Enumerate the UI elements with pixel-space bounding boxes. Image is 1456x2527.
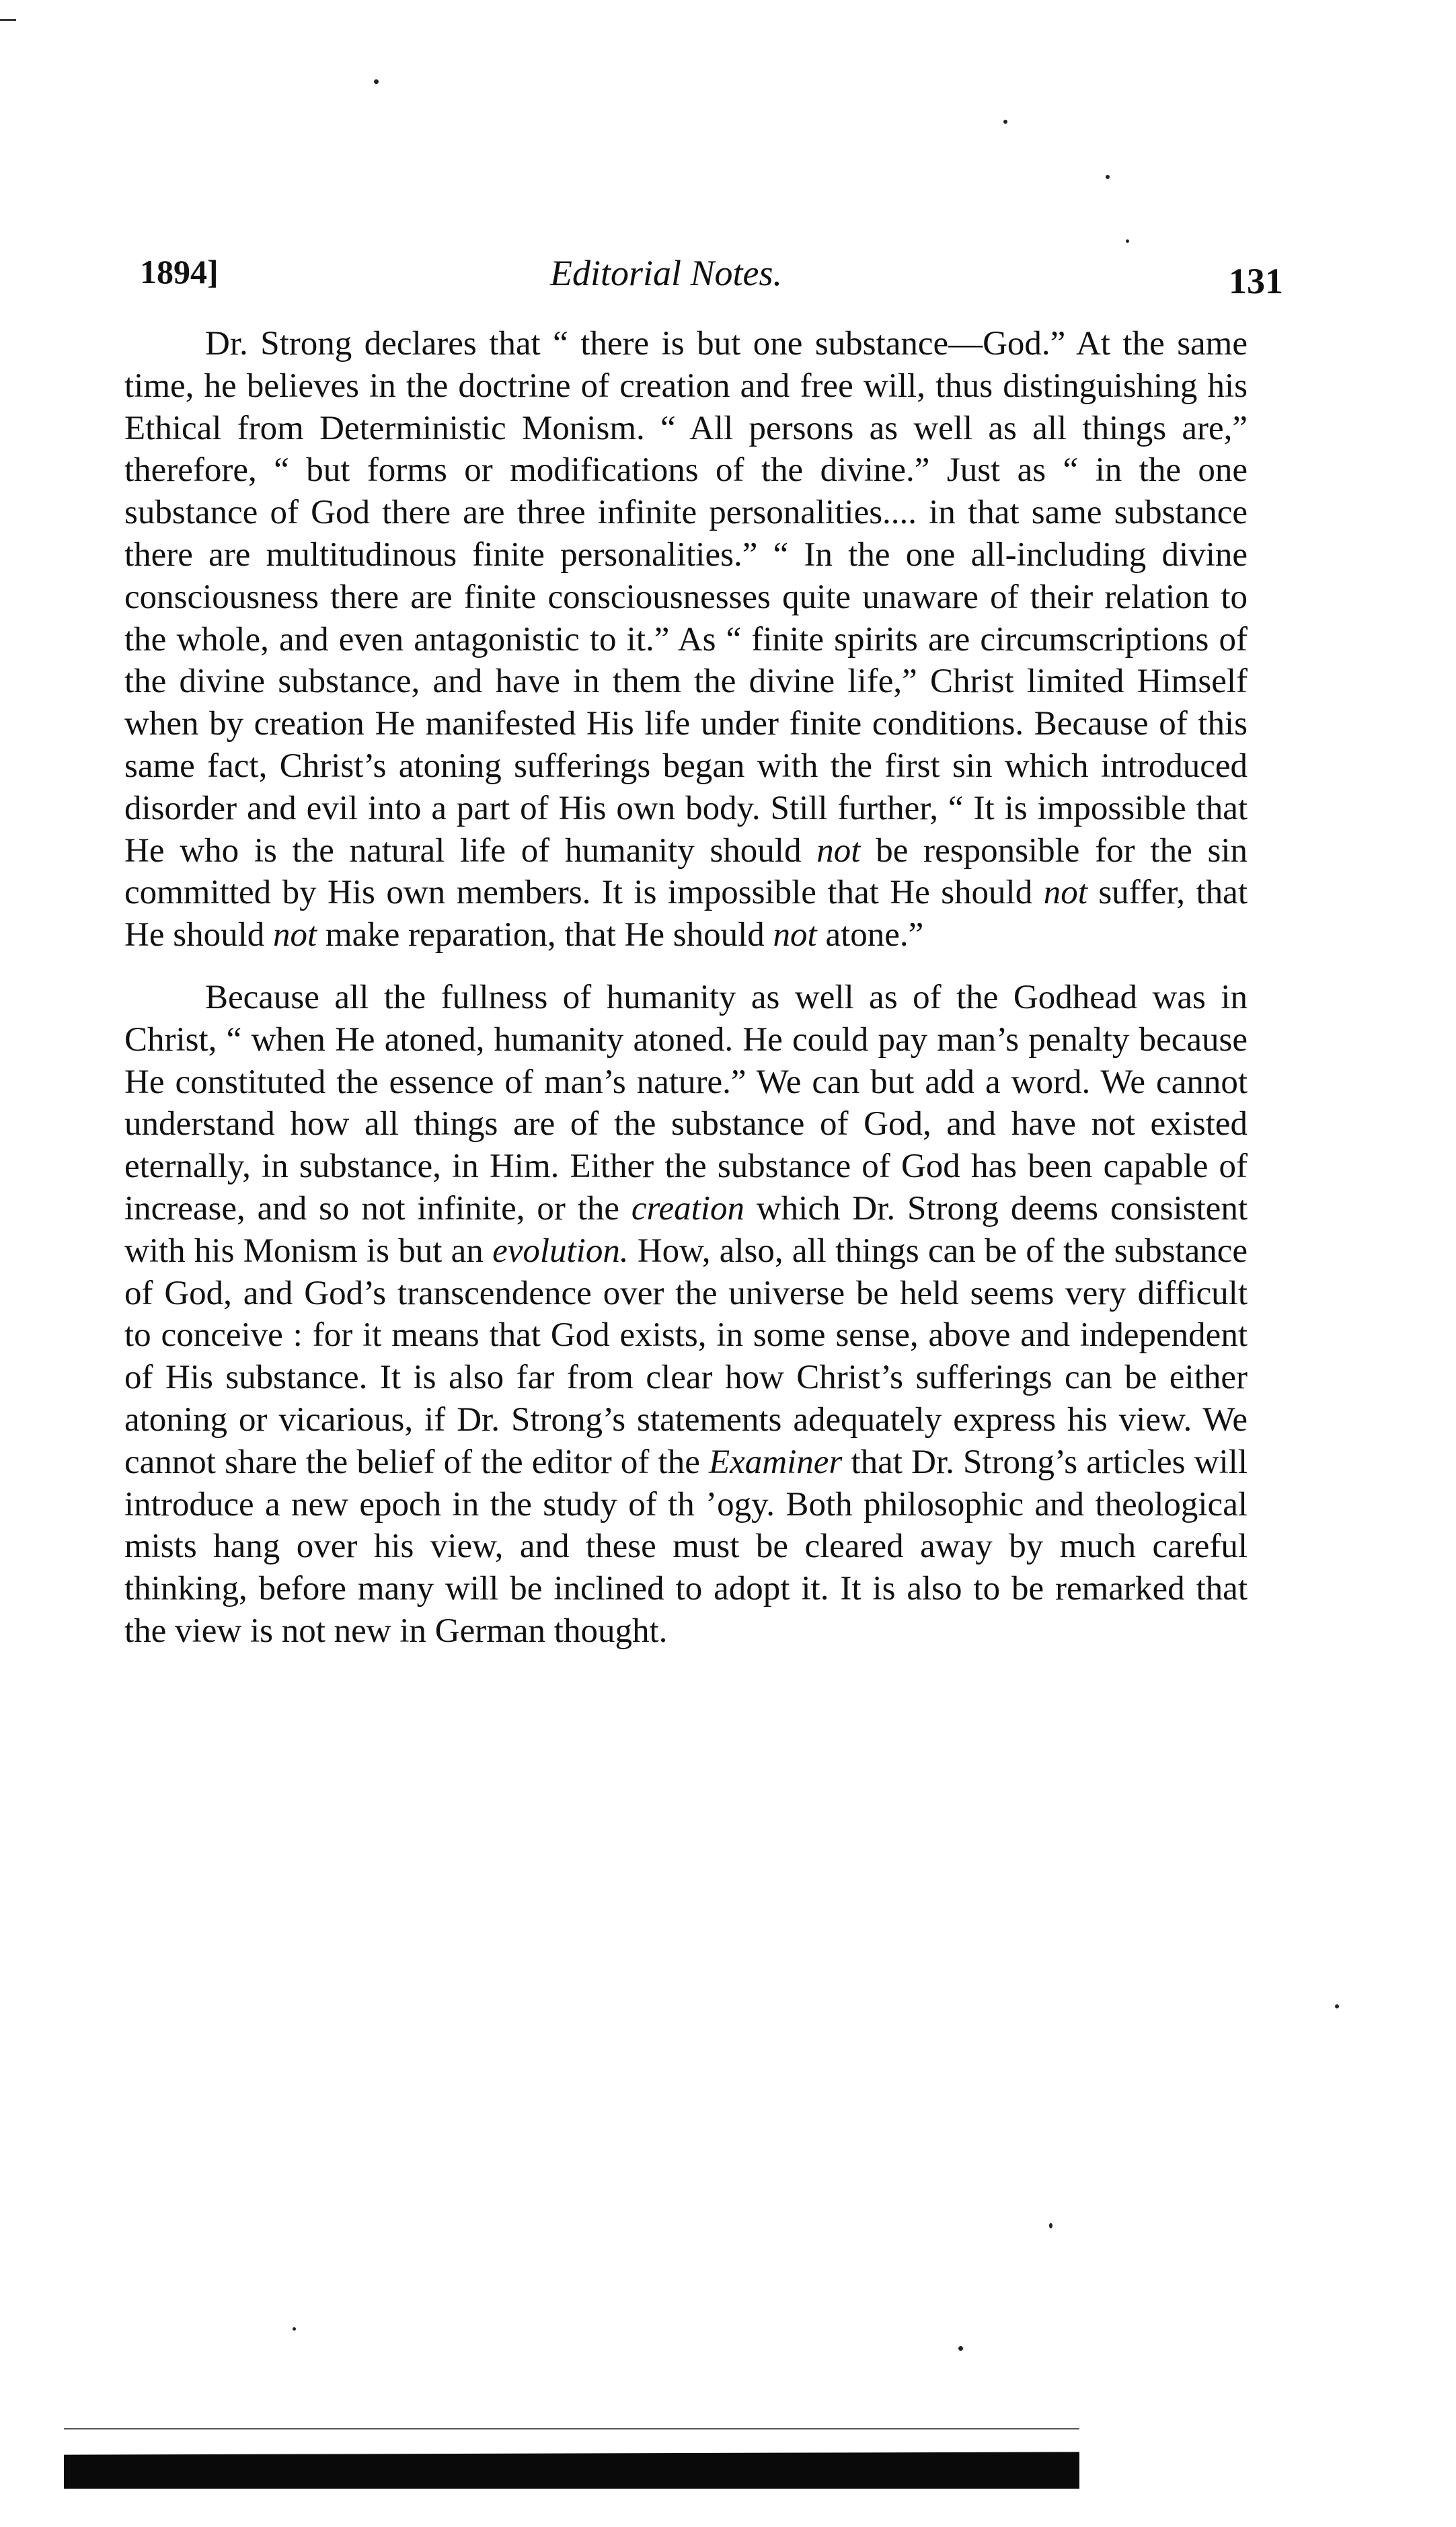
text-run: atone.” (816, 916, 924, 954)
speck (1003, 120, 1007, 124)
article-body (124, 323, 1248, 1653)
text-run: that Dr. Strong’s articles will introduce a new epoch in the study of th ’ogy. Both philosophic and theological mists hang over his view, and these must be cleared away by much careful thinking, before many will be inclined to adopt it. It is also to be remarked that the view is not new in German thought. (124, 1443, 1248, 1650)
running-header (140, 252, 1283, 306)
paragraph-2 (124, 977, 1248, 1653)
speck (1106, 175, 1110, 179)
text-run: How, also, all things can be of the substance of God, and God’s transcendence over the universe be held seems very difficult to conceive : for it means that God exists, in some sense, above and independent of His substance. It is also far from clear how Christ’s sufferings can be either atoning or vicarious, if Dr. Strong’s statements adequately express his view. We cannot share the belief of the editor of the (124, 1232, 1248, 1481)
edge-mark (0, 19, 16, 21)
text-run: suffer, that He should (124, 874, 1248, 954)
speck (958, 2346, 963, 2351)
emphasis: not (1043, 874, 1087, 912)
header-title: Editorial Notes. (550, 253, 783, 293)
text-run: Dr. Strong declares that “ there is but one substance—God.” At the same time, he believes in the doctrine of creation and free will, thus distinguishing his Ethical from Deterministic Monism. “ All persons as well as all things are,” therefore, “ but forms or modifications of the divine.” Just as “ in the one substance of God there are three infinite personalities.... in that same substance there are multitudinous finite personalities.” “ In the one all-including divine consciousness there are finite consciousnesses quite unaware of their relation to the whole, and even antagonistic to it.” As “ finite spirits are circumscriptions of the divine substance, and have in them the divine life,” Christ limited Himself when by creation He manifested His life under finite conditions. Because of this same fact, Christ’s atoning sufferings began with the first sin which introduced disorder and evil into a part of His own body. Still further, “ It is impossible that He who is the natural life of humanity should (124, 325, 1248, 870)
text-run: Because all the fullness of humanity as well as of the Godhead was in Christ, “ when He atoned, humanity atoned. He could pay man’s penalty because He constituted the essence of man’s nature.” We can but add a word. We cannot understand how all things are of the substance of God, and have not existed eternally, in substance, in Him. Either the substance of God has been capable of increase, and so not infinite, or the (124, 978, 1248, 1228)
page-number: 131 (1229, 261, 1283, 301)
emphasis: evolution. (492, 1232, 629, 1270)
paragraph-1 (124, 323, 1248, 956)
text-run: be responsible for the sin committed by His own members. It is impossible that He should (124, 831, 1248, 912)
text-run: which Dr. Strong deems consistent with his Monism is but an (124, 1189, 1248, 1270)
emphasis: not (816, 831, 861, 870)
speck (1335, 2004, 1339, 2008)
emphasis: not (773, 916, 817, 954)
speck (374, 79, 379, 84)
header-year: 1894] (140, 253, 219, 291)
speck (1126, 239, 1129, 243)
speck (293, 2327, 296, 2331)
emphasis: creation (631, 1189, 744, 1228)
text-run: make reparation, that He should (317, 916, 773, 954)
emphasis: not (272, 916, 317, 954)
scan-shadow-bar (64, 2442, 1079, 2489)
speck (1049, 2223, 1052, 2228)
scan-edge-line (64, 2428, 1079, 2429)
emphasis: Examiner (709, 1443, 843, 1481)
